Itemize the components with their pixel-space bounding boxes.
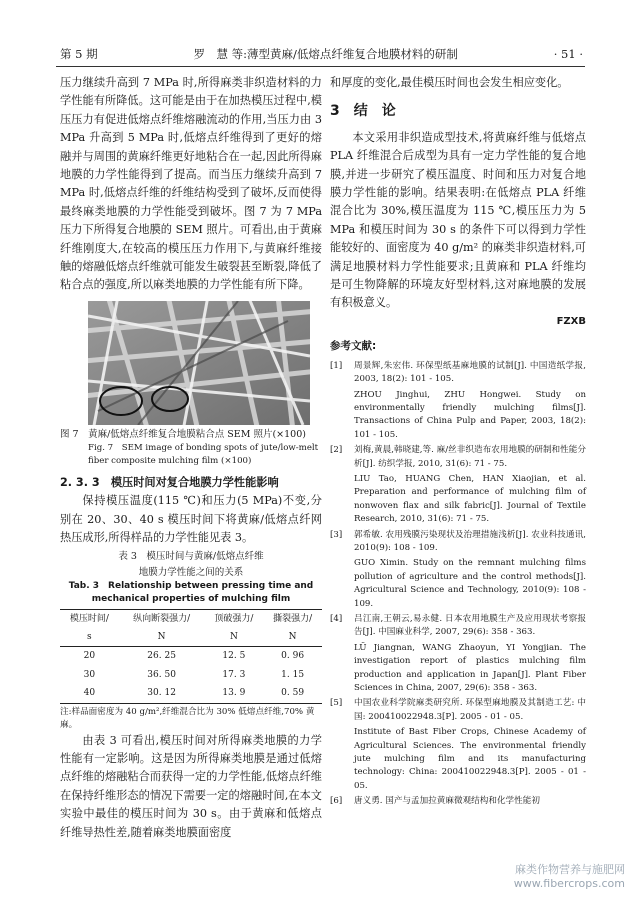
paragraph: 和厚度的变化,最佳模压时间也会发生相应变化。 xyxy=(330,76,569,89)
table-cell: 40 xyxy=(60,684,119,703)
watermark-cn: 麻类作物营养与施肥网 xyxy=(515,863,625,876)
sem-image-graphic xyxy=(88,301,310,425)
paragraph: 压力继续升高到 7 MPa 时,所得麻类非织造材料的力学性能有所降低。这可能是由于在加热模压过程中,模压压力有促进低熔点纤维熔融流动的作用,当压力由 3 MPa 升高到 5 MPa 时,低熔点纤维得到了更好的熔融并与周围的黄麻纤维更好地粘合在一起,因此所得麻地膜的力学性能得到了提高。而当压力继续升高到 7 MPa 时,低熔点纤维的纤维结构受到了破坏,反而使得最终麻类地膜的力学性能受到破坏。图 7 为 7 MPa 压力下所得复合地膜的 SEM 照片。可看出,由于黄麻纤维刚度大,在较高的模压压力作用下,与黄麻纤维接触的熔融低熔点纤维就可能发生破裂甚至断裂,降低了粘合点的强度,所以麻类地膜的力学性能有所下降。 xyxy=(60,76,322,292)
table-caption-en: mechanical properties of mulching film xyxy=(91,593,291,604)
table-row xyxy=(60,666,322,684)
section-heading: 2. 3. 3 模压时间对复合地膜力学性能影响 xyxy=(60,475,279,489)
table-cell: 0. 96 xyxy=(281,651,305,662)
column-unit: N xyxy=(205,628,264,647)
reference-item: [4] 吕江南,王朝云,易永健. 日本农用地膜生产及应用现状考察报告[J]. 中国麻业科学, 2007, 29(6): 358 - 363. xyxy=(330,614,586,638)
reference-item: Institute of Bast Fiber Crops, Chinese Academy of Agricultural Sciences. The environmental friendly jute mulching film and its manufacturing technology: China: 200410022948.3[P]. 2005 - 01 - 05. xyxy=(354,727,586,791)
header-divider xyxy=(56,66,585,67)
table-cell: 13. 9 xyxy=(205,684,264,703)
figure-7 xyxy=(60,301,322,468)
references-heading: 参考文献: xyxy=(330,340,377,353)
journal-code: FZXB xyxy=(556,315,586,327)
paragraph: 本文采用非织造成型技术,将黄麻纤维与低熔点 PLA 纤维混合后成型为具有一定力学性能的复合地膜,并进一步研究了模压温度、时间和压力对复合地膜力学性能的影响。结果表明:在低熔点 PLA 纤维混合比为 30%,模压温度为 115 ℃,模压压力为 5 MPa 和模压时间为 30 s 的条件下可以得到力学性能较好的、面密度为 40 g/m² 的麻类非织造材料,可满足地膜材料力学性能要求;且黄麻和 PLA 纤维均是可生物降解的环境友好型材料,这对麻地膜的发展有积极意义。 xyxy=(330,130,586,310)
figure-caption-en: Fig. 7 SEM image of bonding spots of jute/low-melt xyxy=(88,442,319,453)
reference-item: GUO Ximin. Study on the remnant mulching films pollution of agriculture and the control methods[J]. Agricultural Science and Technology, 2010(9): 108 - 109. xyxy=(354,558,586,609)
table-note: 注:样品面密度为 40 g/m²,纤维混合比为 30% 低熔点纤维,70% 黄麻。 xyxy=(60,706,315,730)
paragraph: 由表 3 可看出,模压时间对所得麻类地膜的力学性能有一定影响。这是因为所得麻类地膜是通过低熔点纤维的熔融粘合而获得一定的力学性能,低熔点纤维在保持纤维形态的情况下需要一定的熔融时间,在本文实验中最佳的模压时间为 30 s。由于黄麻和低熔点纤维导热性差,随着麻类地膜面密度 xyxy=(60,733,322,839)
table-cell: 0. 59 xyxy=(263,684,322,703)
column-unit: s xyxy=(60,628,119,647)
table-row xyxy=(60,647,322,666)
column-unit: N xyxy=(263,628,322,647)
sem-micrograph-image xyxy=(88,301,310,425)
right-column xyxy=(330,74,586,811)
reference-item: [5] 中国农业科学院麻类研究所. 环保型麻地膜及其制造工艺: 中国: 200410022948.3[P]. 2005 - 01 - 05. xyxy=(330,698,586,722)
column-header: 撕裂强力/ xyxy=(263,609,322,628)
paragraph: 保持模压温度(115 ℃)和压力(5 MPa)不变,分别在 20、30、40 s 模压时间下将黄麻/低熔点纤网热压成形,所得样品的力学性能见表 3。 xyxy=(60,494,322,545)
watermark-url: www.fibercrops.com xyxy=(513,877,625,890)
table-cell: 1. 15 xyxy=(281,669,305,680)
table-cell: 36. 50 xyxy=(147,669,176,680)
column-header: 模压时间/ xyxy=(60,609,119,628)
figure-caption-cn: 图 7 黄麻/低熔点纤维复合地膜粘合点 SEM 照片(×100) xyxy=(60,428,306,440)
reference-item: LÜ Jiangnan, WANG Zhaoyun, YI Yongjian. The investigation report of plastics mulching film production and application in Japan[J]. Plant Fiber Sciences in China, 2007, 29(6): 358 - 363. xyxy=(354,642,586,694)
table-cell: 20 xyxy=(83,651,96,662)
figure-caption-en: fiber composite mulching film (×100) xyxy=(88,455,252,466)
running-title: 罗 慧 等:薄型黄麻/低熔点纤维复合地膜材料的研制 xyxy=(193,47,458,61)
column-header: 纵向断裂强力/ xyxy=(119,609,205,628)
reference-item: [1] 周景辉,朱宏伟. 环保型纸基麻地膜的试制[J]. 中国造纸学报, 2003, 18(2): 101 - 105. xyxy=(330,360,586,385)
site-watermark xyxy=(514,863,625,891)
table-cell: 12. 5 xyxy=(222,651,246,662)
section-heading-conclusion: 3 结 论 xyxy=(330,103,396,120)
page-number: · 51 · xyxy=(553,47,583,61)
table-cell: 30. 12 xyxy=(119,684,205,703)
reference-item: [3] 郭希敏. 农用残膜污染现状及治理措施浅析[J]. 农业科技通讯, 2010(9): 108 - 109. xyxy=(330,529,586,553)
reference-list xyxy=(330,360,586,809)
issue-number: 第 5 期 xyxy=(60,47,98,61)
reference-item: ZHOU Jinghui, ZHU Hongwei. Study on environmentally friendly mulching films[J]. Transactions of China Pulp and Paper, 2003, 18(2): 101 - 105. xyxy=(354,389,586,440)
table-caption-en: Tab. 3 Relationship between pressing time and xyxy=(68,580,314,591)
page-header xyxy=(60,44,583,64)
reference-item: [6] 唐义勇. 国产与孟加拉黄麻微观结构和化学性能初 xyxy=(330,796,540,807)
reference-item: LIU Tao, HUANG Chen, HAN Xiaojian, et al. Preparation and performance of mulching film of nonwoven flax and silk fabric[J]. Journal of Textile Research, 2010, 31(6): 71 - 75. xyxy=(354,473,586,525)
column-header: 顶破强力/ xyxy=(205,609,264,628)
table-3 xyxy=(60,609,322,704)
table-row xyxy=(60,684,322,703)
table-cell: 17. 3 xyxy=(222,669,246,680)
table-caption-cn: 地膜力学性能之间的关系 xyxy=(138,566,244,578)
table-cell: 26. 25 xyxy=(147,651,176,662)
table-caption-cn: 表 3 模压时间与黄麻/低熔点纤维 xyxy=(118,550,264,562)
reference-item: [2] 刘梅,黄晨,韩晓建,等. 麻/丝非织造布农用地膜的研制和性能分析[J]. 纺织学报, 2010, 31(6): 71 - 75. xyxy=(330,445,586,469)
table-cell: 30 xyxy=(83,669,96,680)
left-column xyxy=(60,74,322,842)
column-unit: N xyxy=(119,628,205,647)
